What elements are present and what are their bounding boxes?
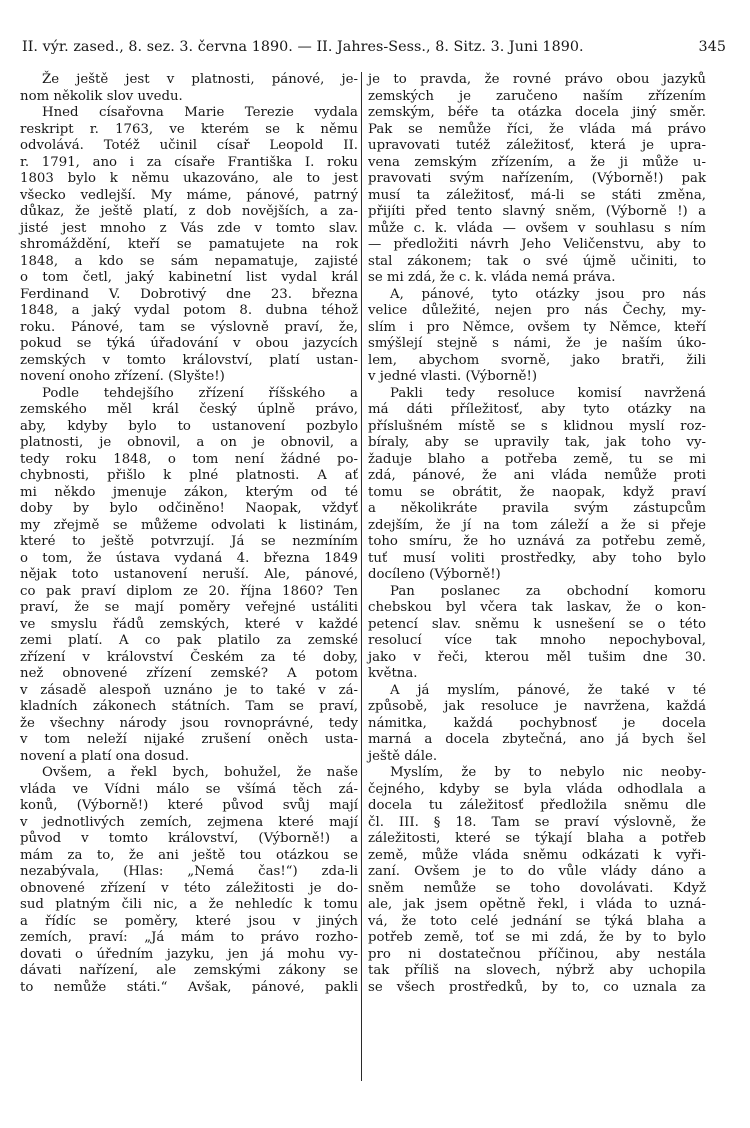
text-line: bíraly, aby se upravily tak, jak toho vy- — [368, 435, 706, 450]
text-line: pro ni dostatečnou příčinou, aby nestála — [368, 946, 706, 962]
text-line: mám za to, že ani ještě tou otázkou se — [20, 847, 358, 863]
text-line: resolucí více tak mnoho nepochyboval, — [368, 633, 706, 648]
text-line: zemského měl král český úplně právo, — [20, 402, 358, 417]
text-line: novení onoho zřízení. (Slyšte!) — [20, 369, 225, 384]
text-line: zemských je zaručeno naším zřízením — [368, 88, 706, 104]
text-line: doby by bylo odčiněno! Naopak, vždyť — [20, 501, 358, 516]
text-line: že všechny národy jsou rovnoprávné, tedy — [20, 715, 358, 731]
text-line: a několikráte pravila svým zástupcům — [368, 501, 706, 516]
text-line: Pak se nemůže říci, že vláda má právo — [368, 121, 706, 137]
text-line: ale, jak jsem opětně řekl, i vláda to uzná- — [368, 897, 706, 912]
left-column — [20, 72, 358, 996]
text-line: zřízení v království Českém za té doby, — [20, 649, 358, 665]
text-line: způsobě, jak resoluce je navržena, každá — [368, 699, 706, 714]
text-line: tomu se obrátit, že naopak, když praví — [368, 484, 706, 500]
text-line: musí ta záležitosť, má-li se státi změna, — [368, 187, 706, 203]
text-line: důkaz, že ještě platí, z dob novějších, a za- — [20, 204, 358, 219]
text-line: co pak praví diplom ze 20. října 1860? Ten — [20, 583, 358, 599]
text-line: chybnosti, přišlo k plné platnosti. A ať — [20, 468, 358, 483]
text-line: reskript r. 1763, ve kterém se k němu — [20, 121, 358, 137]
text-line: zemským, béře ta otázka docela jiný směr. — [368, 105, 706, 120]
text-line: jako v řeči, kterou měl tušim dne 30. — [368, 649, 706, 665]
right-column — [368, 72, 706, 996]
text-line: ve smyslu řádů zemských, které v každé — [20, 616, 358, 632]
text-line: obnovené zřízení v této záležitosti je do- — [20, 880, 358, 896]
page-number: 345 — [698, 39, 726, 55]
text-line: to nemůže státi.“ Avšak, pánové, pakli — [20, 979, 358, 995]
text-line: země, může vláda sněmu odkázati k vyři- — [368, 847, 706, 863]
text-line: my zřejmě se můžeme odvolati k listinám, — [20, 517, 358, 533]
text-line: než obnovené zřízení zemské? A potom — [20, 666, 358, 681]
text-line: praví, že se mají poměry veřejné ustáliti — [20, 600, 358, 615]
text-line: v tom neleží nijaké zrušení oněch usta- — [20, 732, 358, 747]
text-line: A, pánové, tyto otázky jsou pro nás — [390, 286, 706, 302]
text-line: může c. k. vláda — ovšem v souhlasu s ním — [368, 220, 706, 236]
text-line: konů, (Výborně!) které původ svůj mají — [20, 798, 358, 813]
text-line: 1848, a kdo se sám nepamatuje, zajisté — [20, 253, 358, 269]
text-line: docela tu záležitosť předložila sněmu dle — [368, 798, 706, 813]
text-line: chebskou byl včera tak laskav, že o kon- — [368, 600, 706, 615]
text-line: zemských v tomto království, platí ustan- — [20, 352, 358, 368]
text-line: smýšlejí stejně s námi, že je naším úko- — [368, 336, 706, 351]
text-line: petencí slav. sněmu k usnešení se o této — [368, 616, 706, 632]
text-line: Ovšem, a řekl bych, bohužel, že naše — [42, 765, 358, 780]
text-line: příslušném místě se s klidnou myslí roz- — [368, 418, 706, 434]
text-line: Pan poslanec za obchodní komoru — [390, 583, 706, 599]
text-line: sněm nemůže se toho dovolávati. Když — [368, 880, 706, 896]
text-line: nezabývala, (Hlas: „Nemá čas!“) zda-li — [20, 864, 358, 879]
text-line: 1803 bylo k němu ukazováno, ale to jest — [20, 171, 358, 186]
text-line: — předložiti návrh Jeho Veličenstvu, aby to — [368, 237, 706, 252]
text-line: nějak toto ustanovení neruší. Ale, pánové, — [20, 567, 358, 582]
text-line: odvolává. Totéž učinil císař Leopold II. — [20, 138, 358, 153]
text-line: které to ještě potvrzují. Já se nezmíním — [20, 534, 358, 549]
text-line: zemích, praví: „Já mám to právo rozho- — [20, 930, 358, 945]
text-line: docíleno (Výborně!) — [368, 567, 501, 582]
text-line: mi někdo jmenuje zákon, kterým od té — [20, 484, 358, 500]
text-line: května. — [368, 666, 418, 681]
text-line: přijíti před tento slavný sněm, (Výborně !) a — [368, 204, 706, 219]
text-line: aby, kdyby bylo to ustanovení pozbylo — [20, 418, 358, 434]
text-line: tak příliš na slovech, nýbrž aby uchopila — [368, 963, 706, 978]
text-line: roku. Pánové, tam se výslovně praví, že, — [20, 319, 358, 335]
text-line: tedy roku 1848, o tom není žádné po- — [20, 451, 358, 467]
text-line: lem, abychom svorně, jako bratři, žili — [368, 352, 706, 368]
text-line: dovati o úředním jazyku, jen já mohu vy- — [20, 946, 358, 962]
text-line: nom několik slov uvedu. — [20, 88, 183, 104]
text-line: velice důležité, nejen pro nás Čechy, my- — [368, 303, 706, 318]
text-line: zdá, pánové, že ani vláda nemůže proti — [368, 468, 706, 483]
text-line: r. 1791, ano i za císaře Františka I. roku — [20, 154, 358, 170]
text-line: námitka, každá pochybnosť je docela — [368, 715, 706, 731]
text-line: vena zemským zřízením, a že ji může u- — [368, 154, 706, 170]
text-line: novení a platí ona dosud. — [20, 748, 190, 764]
text-line: zdejším, že jí na tom záleží a že si přeje — [368, 517, 706, 533]
text-line: Ferdinand V. Dobrotivý dne 23. března — [20, 286, 358, 302]
text-line: o tom četl, jaký kabinetní list vydal král — [20, 270, 358, 285]
text-line: kladních zákonech státních. Tam se praví, — [20, 699, 358, 714]
column-divider — [361, 72, 362, 1081]
text-line: toho smíru, že ho uznává za potřebu země, — [368, 534, 706, 549]
text-line: zaní. Ovšem je to do vůle vlády dáno a — [368, 864, 706, 879]
text-line: se všech prostředků, by to, co uznala za — [368, 979, 706, 995]
running-header — [22, 38, 726, 56]
text-line: záležitosti, které se týkají blaha a potřeb — [368, 831, 706, 846]
text-line: dávati nařízení, ale zemskými zákony se — [20, 963, 358, 978]
text-line: o tom, že ústava vydaná 4. března 1849 — [20, 550, 358, 566]
header-title: II. výr. zased., 8. sez. 3. června 1890. — II. Jahres-Sess., 8. Sitz. 3. Juni 1890. — [22, 39, 584, 55]
text-line: tuť musí voliti prostředky, aby toho bylo — [368, 550, 706, 566]
text-line: sud platným čili nic, a že nehledíc k tomu — [20, 897, 358, 912]
text-line: shromáždění, kteří se pamatujete na rok — [20, 237, 358, 252]
text-line: má dáti příležitosť, aby tyto otázky na — [368, 402, 706, 417]
text-line: slím i pro Němce, ovšem ty Němce, kteří — [368, 319, 706, 335]
text-line: všecko vedlejší. My máme, pánové, patrný — [20, 187, 358, 203]
text-line: čejného, kdyby se byla vláda odhodlala a — [368, 781, 706, 797]
text-line: potřeb země, toť se mi zdá, že by to bylo — [368, 930, 706, 945]
text-line: platnosti, je obnovil, a on je obnovil, a — [20, 435, 358, 450]
text-line: stal zákonem; tak o své újmě učiniti, to — [368, 253, 706, 269]
text-line: vá, že toto celé jednání se týká blaha a — [368, 913, 706, 929]
text-line: se mi zdá, že c. k. vláda nemá práva. — [368, 270, 616, 285]
text-line: upravovati tutéž záležitosť, která je upra- — [368, 138, 706, 153]
text-line: Hned císařovna Marie Terezie vydala — [42, 105, 358, 120]
text-line: Pakli tedy resoluce komisí navržená — [390, 385, 706, 401]
text-line: v jedné vlasti. (Výborně!) — [368, 369, 538, 384]
text-line: 1848, a jaký vydal potom 8. dubna téhož — [20, 303, 358, 318]
text-line: pravovati svým nařízením, (Výborně!) pak — [368, 171, 706, 186]
text-line: vláda ve Vídni málo se všímá těch zá- — [20, 781, 358, 797]
text-line: Že ještě jest v platnosti, pánové, je- — [42, 72, 358, 87]
text-line: v zásadě alespoň uznáno je to také v zá- — [20, 682, 358, 698]
text-line: pokud se týká úřadování v obou jazycích — [20, 336, 358, 351]
text-line: A já myslím, pánové, že také v té — [390, 682, 706, 698]
text-line: marná a docela zbytečná, ano já bych šel — [368, 732, 706, 747]
text-line: Podle tehdejšího zřízení říšského a — [42, 385, 358, 401]
text-line: v jednotlivých zemích, zejmena které mají — [20, 814, 358, 830]
text-line: ještě dále. — [368, 748, 438, 764]
text-line: žaduje blaho a potřeba země, tu se mi — [368, 451, 706, 467]
text-line: původ v tomto království, (Výborně!) a — [20, 831, 358, 846]
text-line: a řídíc se poměry, které jsou v jiných — [20, 913, 358, 929]
text-line: jisté jest mnoho z Vás zde v tomto slav. — [20, 220, 358, 236]
text-line: Myslím, že by to nebylo nic neoby- — [390, 765, 706, 780]
text-line: je to pravda, že rovné právo obou jazyků — [368, 72, 706, 87]
text-line: zemi platí. A co pak platilo za zemské — [20, 633, 358, 648]
text-line: čl. III. § 18. Tam se praví výslovně, že — [368, 814, 706, 830]
